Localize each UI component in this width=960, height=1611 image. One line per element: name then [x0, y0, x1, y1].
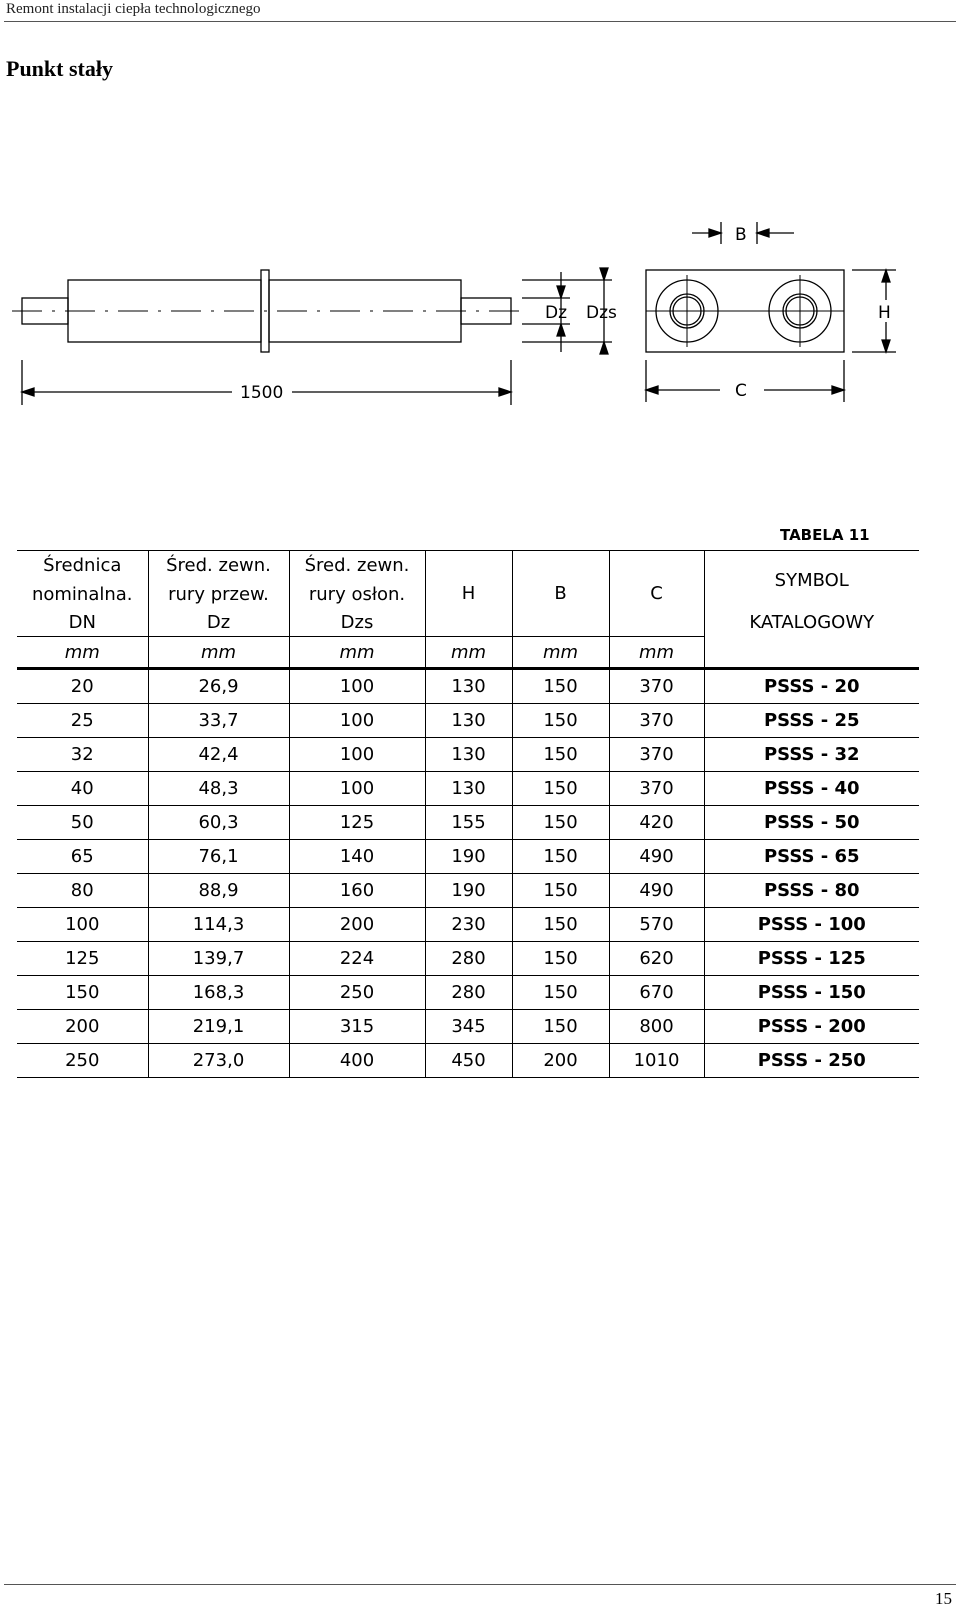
table-cell: 450: [425, 1044, 512, 1078]
unit-c: mm: [609, 637, 704, 669]
table-cell: 100: [289, 669, 425, 704]
table-cell: 370: [609, 772, 704, 806]
table-cell: 250: [17, 1044, 148, 1078]
table-cell: 60,3: [148, 806, 289, 840]
table-cell: 26,9: [148, 669, 289, 704]
catalog-symbol-cell: PSSS - 20: [704, 669, 919, 704]
h-dimension-label: H: [878, 303, 891, 323]
table-cell: 150: [512, 874, 609, 908]
table-cell: 400: [289, 1044, 425, 1078]
header-dn-line3: DN: [68, 612, 96, 633]
table-cell: 150: [512, 1010, 609, 1044]
table-cell: 224: [289, 942, 425, 976]
table-caption: TABELA 11: [780, 526, 870, 544]
c-dimension-label: C: [735, 381, 747, 401]
header-symbol-line1: SYMBOL: [704, 551, 919, 610]
section-title: Punkt stały: [6, 56, 113, 81]
header-dz-line3: Dz: [148, 609, 289, 637]
table-cell: 150: [512, 669, 609, 704]
header-dz-line2: rury przew.: [148, 580, 289, 609]
catalog-symbol-cell: PSSS - 100: [704, 908, 919, 942]
table-cell: 114,3: [148, 908, 289, 942]
table-cell: 150: [512, 840, 609, 874]
header-symbol-line2: KATALOGOWY: [704, 609, 919, 637]
table-cell: 100: [289, 738, 425, 772]
table-row: [17, 908, 919, 942]
fixed-point-drawing: [0, 210, 960, 420]
table-cell: 130: [425, 738, 512, 772]
table-cell: 570: [609, 908, 704, 942]
table-row: [17, 942, 919, 976]
header-dz-line1: Śred. zewn.: [148, 551, 289, 581]
catalog-symbol-cell: PSSS - 80: [704, 874, 919, 908]
table-cell: 150: [512, 908, 609, 942]
table-cell: 273,0: [148, 1044, 289, 1078]
table-cell: 800: [609, 1010, 704, 1044]
header-dn-line2: nominalna.: [31, 584, 133, 605]
catalog-symbol-cell: PSSS - 50: [704, 806, 919, 840]
table-cell: 48,3: [148, 772, 289, 806]
table-cell: 190: [425, 840, 512, 874]
table-cell: 150: [512, 738, 609, 772]
table-cell: 50: [17, 806, 148, 840]
table-cell: 150: [512, 942, 609, 976]
unit-b: mm: [512, 637, 609, 669]
header-rule: [4, 21, 956, 22]
table-cell: 370: [609, 669, 704, 704]
table-cell: 620: [609, 942, 704, 976]
catalog-symbol-cell: PSSS - 200: [704, 1010, 919, 1044]
footer-rule: [4, 1584, 956, 1585]
table-cell: 150: [512, 772, 609, 806]
table-row: [17, 976, 919, 1010]
unit-h: mm: [425, 637, 512, 669]
table-cell: 80: [17, 874, 148, 908]
table-cell: 670: [609, 976, 704, 1010]
table-cell: 200: [289, 908, 425, 942]
table-cell: 25: [17, 704, 148, 738]
table-cell: 140: [289, 840, 425, 874]
header-dzs-line3: Dzs: [289, 609, 425, 637]
b-dimension-label: B: [735, 225, 747, 245]
table-cell: 100: [289, 772, 425, 806]
table-cell: 42,4: [148, 738, 289, 772]
table-cell: 420: [609, 806, 704, 840]
table-cell: 20: [17, 669, 148, 704]
table-row: [17, 704, 919, 738]
table-cell: 490: [609, 840, 704, 874]
table-cell: 200: [512, 1044, 609, 1078]
table-cell: 168,3: [148, 976, 289, 1010]
header-dzs-line1: Śred. zewn.: [289, 551, 425, 581]
table-cell: 125: [289, 806, 425, 840]
table-cell: 32: [17, 738, 148, 772]
table-cell: 490: [609, 874, 704, 908]
table-cell: 139,7: [148, 942, 289, 976]
table-cell: 130: [425, 669, 512, 704]
table-cell: 280: [425, 942, 512, 976]
table-cell: 150: [512, 976, 609, 1010]
table-row: [17, 1010, 919, 1044]
table-cell: 40: [17, 772, 148, 806]
table-body: [17, 669, 919, 1078]
header-dn-line1: Średnica: [17, 551, 148, 581]
catalog-symbol-cell: PSSS - 150: [704, 976, 919, 1010]
table-row: [17, 874, 919, 908]
running-header: Remont instalacji ciepła technologicznego: [6, 1, 261, 17]
table-cell: 219,1: [148, 1010, 289, 1044]
table-cell: 100: [289, 704, 425, 738]
table-cell: 155: [425, 806, 512, 840]
table-cell: 125: [17, 942, 148, 976]
unit-dzs: mm: [289, 637, 425, 669]
header-h: H: [425, 551, 512, 637]
catalog-symbol-cell: PSSS - 25: [704, 704, 919, 738]
table-row: [17, 772, 919, 806]
table-row: [17, 738, 919, 772]
table-cell: 190: [425, 874, 512, 908]
header-b: B: [512, 551, 609, 637]
catalog-symbol-cell: PSSS - 125: [704, 942, 919, 976]
table-cell: 130: [425, 704, 512, 738]
catalog-symbol-cell: PSSS - 250: [704, 1044, 919, 1078]
table-cell: 230: [425, 908, 512, 942]
page-number: 15: [935, 1589, 952, 1608]
table-row: [17, 1044, 919, 1078]
table-cell: 150: [512, 704, 609, 738]
dzs-dimension-label: Dzs: [586, 303, 617, 323]
table-cell: 65: [17, 840, 148, 874]
header-c: C: [609, 551, 704, 637]
catalog-table: [17, 550, 919, 1078]
table-cell: 200: [17, 1010, 148, 1044]
table-cell: 250: [289, 976, 425, 1010]
table-cell: 130: [425, 772, 512, 806]
table-cell: 370: [609, 738, 704, 772]
table-cell: 315: [289, 1010, 425, 1044]
unit-symbol-empty: [704, 637, 919, 669]
table-cell: 150: [17, 976, 148, 1010]
catalog-symbol-cell: PSSS - 40: [704, 772, 919, 806]
header-dzs-line2: rury osłon.: [289, 580, 425, 609]
unit-dz: mm: [148, 637, 289, 669]
table-row: [17, 840, 919, 874]
catalog-symbol-cell: PSSS - 32: [704, 738, 919, 772]
table-cell: 33,7: [148, 704, 289, 738]
table-cell: 76,1: [148, 840, 289, 874]
table-cell: 150: [512, 806, 609, 840]
table-row: [17, 669, 919, 704]
dz-dimension-label: Dz: [545, 303, 568, 323]
table-cell: 88,9: [148, 874, 289, 908]
table-row: [17, 806, 919, 840]
catalog-symbol-cell: PSSS - 65: [704, 840, 919, 874]
table-cell: 160: [289, 874, 425, 908]
unit-dn: mm: [17, 637, 148, 669]
length-dimension-label: 1500: [240, 383, 284, 403]
table-cell: 100: [17, 908, 148, 942]
table-cell: 280: [425, 976, 512, 1010]
table-cell: 370: [609, 704, 704, 738]
table-cell: 1010: [609, 1044, 704, 1078]
table-cell: 345: [425, 1010, 512, 1044]
